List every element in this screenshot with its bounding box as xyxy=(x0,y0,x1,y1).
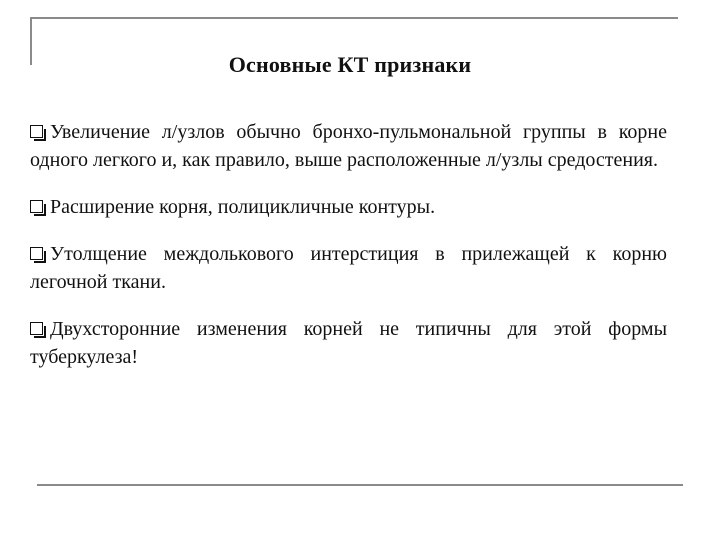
bullet-text-2: Расширение корня, полицикличные контуры. xyxy=(50,196,436,218)
bullet-item-2 xyxy=(30,193,667,221)
bullet-item-3 xyxy=(30,240,667,296)
checkbox-square-icon xyxy=(30,247,43,260)
checkbox-square-icon xyxy=(30,125,43,138)
frame-top-line xyxy=(30,17,678,19)
bullet-list xyxy=(30,118,667,390)
bullet-text-4: Двухсторонние изменения корней не типичны для этой формы туберкулеза! xyxy=(30,318,667,368)
checkbox-square-icon xyxy=(30,200,43,213)
bullet-text-1: Увеличение л/узлов обычно бронхо-пульмональной группы в корне одного легкого и, как правило, выше расположенные л/узлы средостения. xyxy=(30,121,667,171)
checkbox-square-icon xyxy=(30,322,43,335)
bullet-item-1 xyxy=(30,118,667,174)
slide-title: Основные КТ признаки xyxy=(228,52,472,77)
frame-bottom-line xyxy=(37,484,683,486)
bullet-text-3: Утолщение междолькового интерстиция в прилежащей к корню легочной ткани. xyxy=(30,243,667,293)
bullet-item-4 xyxy=(30,315,667,371)
